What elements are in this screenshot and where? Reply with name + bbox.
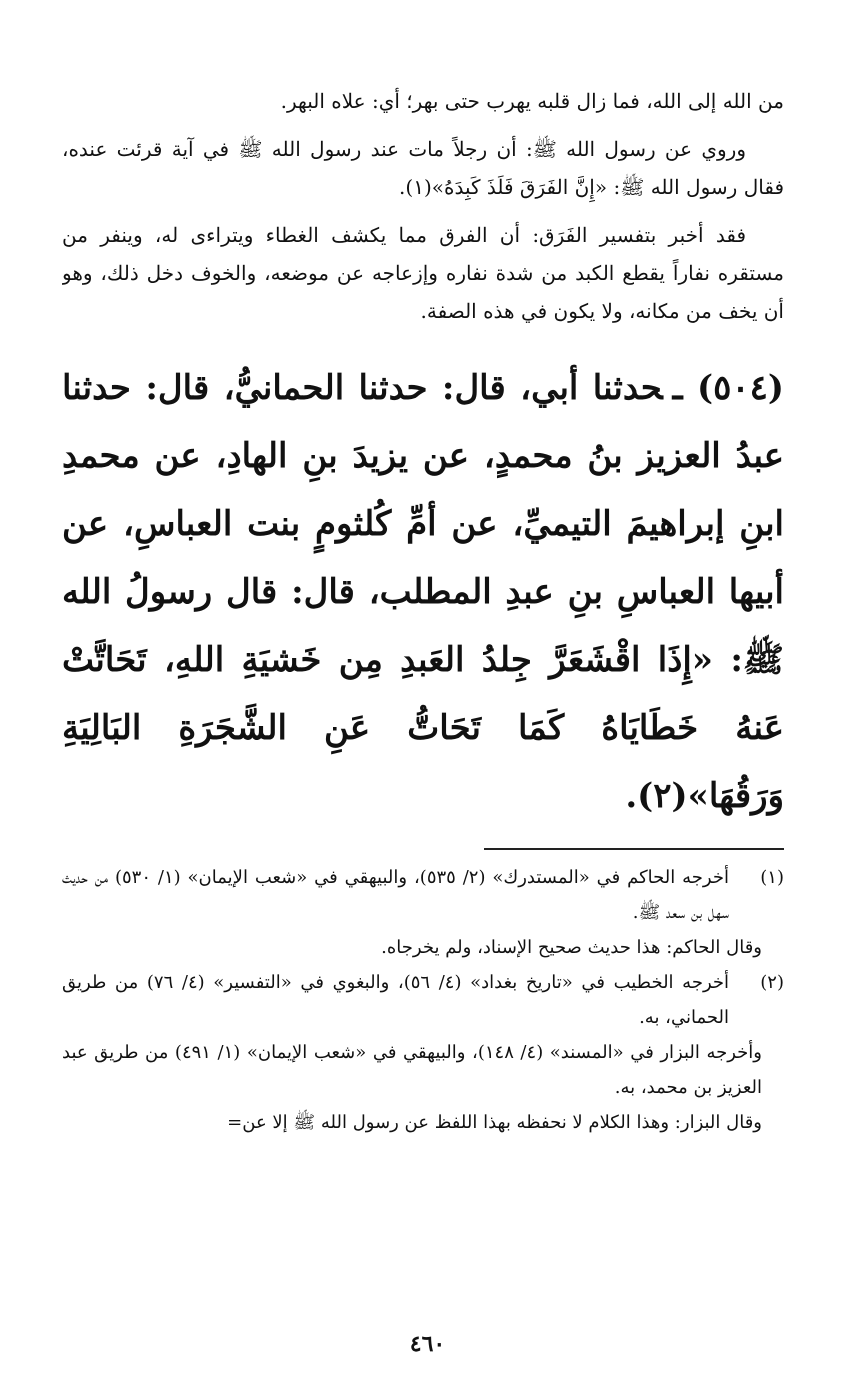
hadith-number: (٥٠٤) ـ — [672, 368, 784, 408]
footnote-2 — [62, 965, 784, 1035]
footnote-2-note-2: وقال البزار: وهذا الكلام لا نحفظه بهذا اللفظ عن رسول الله ﷺ إلا عن= — [227, 1112, 762, 1133]
paragraph-1: من الله إلى الله، فما زال قلبه يهرب حتى بهر؛ أي: علاه البهر. — [280, 89, 784, 113]
footnote-2-note-1: وأخرجه البزار في «المسند» (٤/ ١٤٨)، والبيهقي في «شعب الإيمان» (١/ ٤٩١) من طريق عبد العزيز بن محمد، به. — [62, 1042, 762, 1098]
footnote-2-number: (٢) — [760, 972, 784, 993]
footnote-1-number: (١) — [760, 867, 784, 888]
hadith-text: حدثنا أبي، قال: حدثنا الحمانيُّ، قال: حدثنا عبدُ العزيز بنُ محمدٍ، عن يزيدَ بنِ الهادِ، عن محمدِ ابنِ إبراهيمَ التيميِّ، عن أمِّ كُلثومٍ بنت العباسِ، عن أبيها العباسِ بنِ عبدِ المطلب، قال: قال رسولُ الله ﷺ: «إِذَا اقْشَعَرَّ جِلدُ العَبدِ مِن خَشيَةِ اللهِ، تَحَاتَّتْ عَنهُ خَطَايَاهُ كَمَا تَحَاتُّ عَنِ الشَّجَرَةِ البَالِيَةِ وَرَقُهَا»(٢). — [62, 368, 784, 816]
footnote-1 — [62, 860, 784, 930]
footnote-divider — [484, 848, 784, 850]
hadith-block — [62, 354, 784, 830]
paragraph-2: وروي عن رسول الله ﷺ: أن رجلاً مات عند رسول الله ﷺ في آية قرئت عنده، فقال رسول الله ﷺ: «إِنَّ الفَرَقَ فَلَذَ كَبِدَهُ»(١). — [62, 137, 784, 199]
page-content — [62, 82, 784, 1322]
footnote-1-note: وقال الحاكم: هذا حديث صحيح الإسناد، ولم يخرجاه. — [381, 937, 762, 958]
footnote-2-text: أخرجه الخطيب في «تاريخ بغداد» (٤/ ٥٦)، والبغوي في «التفسير» (٤/ ٧٦) من طريق الحماني، به. — [62, 972, 730, 1028]
footnote-1-text: أخرجه الحاكم في «المستدرك» (٢/ ٥٣٥)، والبيهقي في «شعب الإيمان» (١/ ٥٣٠) من حديث سهل بن سعد ﷺ. — [62, 867, 729, 923]
footnotes — [62, 860, 784, 1140]
paragraph-3: فقد أخبر بتفسير الفَرَق: أن الفرق مما يكشف الغطاء ويتراءى له، وينفر من مستقره نفاراً يقطع الكبد من شدة نفاره وإزعاجه عن موضعه، والخوف دخل ذلك، وهو أن يخف من مكانه، ولا يكون في هذه الصفة. — [62, 223, 784, 323]
page-number: ٤٦٠ — [409, 1331, 446, 1357]
